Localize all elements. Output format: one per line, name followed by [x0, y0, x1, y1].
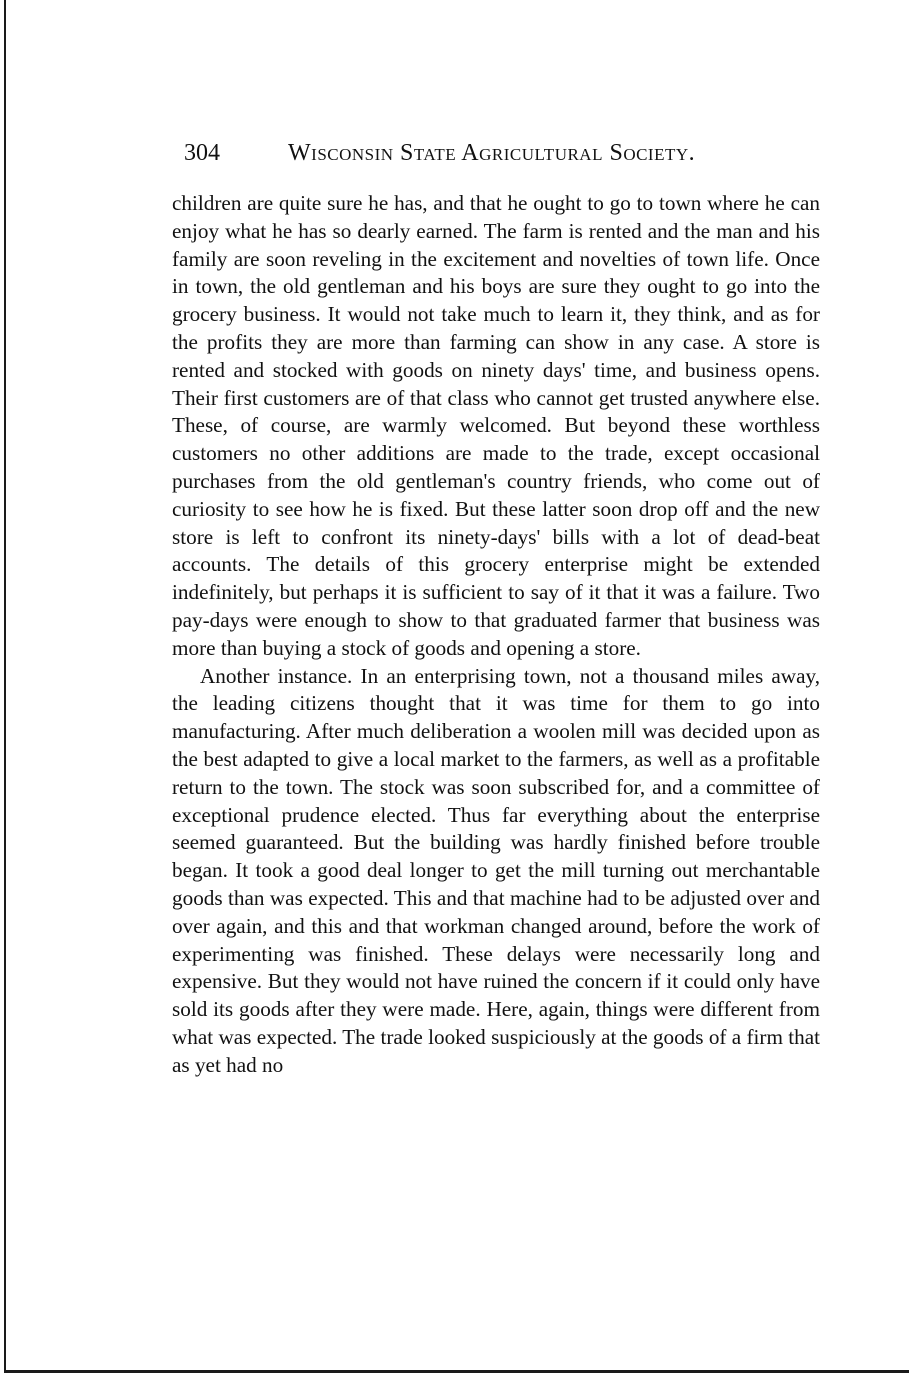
page-number: 304 — [184, 140, 220, 166]
scan-border-bottom — [4, 1370, 909, 1373]
paragraph-continued: children are quite sure he has, and that he ought to go to town where he can enjoy what he has so dearly earned. The farm is rented and the man and his family are soon reveling in the excitement and novelties of town life. Once in town, the old gentleman and his boys are sure they ought to go into the grocery business. It would not take much to learn it, they think, and as for the profits they are more than farming can show in any case. A store is rented and stocked with goods on ninety days' time, and business opens. Their first customers are of that class who cannot get trusted anywhere else. These, of course, are warmly welcomed. But beyond these worthless customers no other additions are made to the trade, except occasional purchases from the old gentleman's country friends, who come out of curiosity to see how he is fixed. But these latter soon drop off and the new store is left to confront its ninety-days' bills with a lot of dead-beat accounts. The details of this grocery enterprise might be extended indefinitely, but perhaps it is sufficient to say of it that it was a failure. Two pay-days were enough to show to that graduated farmer that business was more than buying a stock of goods and opening a store. — [172, 191, 820, 660]
scan-border-left — [4, 0, 6, 1372]
book-page — [172, 136, 820, 1080]
paragraph-another-instance: Another instance. In an enterprising town, not a thousand miles away, the leading citizens thought that it was time for them to go into manufacturing. After much deliberation a woolen mill was decided upon as the best adapted to give a local market to the farmers, as well as a profitable return to the town. The stock was soon subscribed for, and a committee of exceptional prudence elected. Thus far everything about the enterprise seemed guaranteed. But the building was hardly finished before trouble began. It took a good deal longer to get the mill turning out merchantable goods than was expected. This and that machine had to be adjusted over and over again, and this and that workman changed around, before the work of experimenting was finished. These delays were necessarily long and expensive. But they would not have ruined the concern if it could only have sold its goods after they were made. Here, again, things were different from what was expected. The trade looked suspiciously at the goods of a firm that as yet had no — [172, 663, 821, 1077]
header-title: Wisconsin State Agricultural Society. — [288, 140, 696, 166]
body-text — [172, 190, 820, 1080]
running-head — [172, 136, 820, 170]
